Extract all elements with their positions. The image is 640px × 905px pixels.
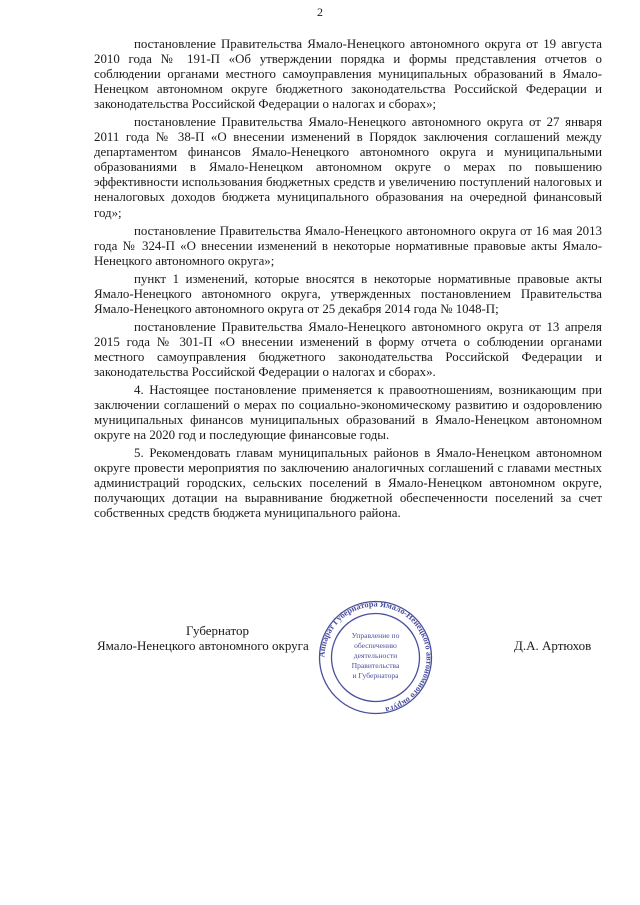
signature-block [0,600,640,720]
document-body [94,37,602,524]
paragraph-item-1048: пункт 1 изменений, которые вносятся в некоторые нормативные правовые акты Ямало-Ненецкого автономного округа, утвержденных постановлением Правительства Ямало-Ненецкого автономного округа от 25 декабря 2014 года № 1048-П; [94,271,602,316]
stamp-outer-text: Аппарат Губернатора Ямало-Ненецкого автономного округа [317,600,434,715]
stamp-line-4: Правительства [351,661,400,670]
stamp-line-2: обеспечению [354,641,397,650]
signatory-name: Д.А. Артюхов [514,638,592,653]
stamp-line-5: и Губернатора [352,671,399,680]
paragraph-resolution-324: постановление Правительства Ямало-Ненецкого автономного округа от 16 мая 2013 года № 324-П «О внесении изменений в некоторые нормативные правовые акты Ямало-Ненецкого автономного округа»; [94,223,602,268]
stamp-line-3: деятельности [353,651,398,660]
paragraph-resolution-38: постановление Правительства Ямало-Ненецкого автономного округа от 27 января 2011 года № 38-П «О внесении изменений в Порядок заключения соглашений между департаментом финансов Ямало-Ненецкого автономного округа и муниципальными образованиями в Ямало-Ненецком автономном округе о мерах по повышению эффективности использования бюджетных средств и увеличению поступлений налоговых и неналоговых доходов бюджета муниципального образования на очередной финансовый год»; [94,115,602,220]
paragraph-clause-4: 4. Настоящее постановление применяется к правоотношениям, возникающим при заключении соглашений о мерах по социально-экономическому развитию и оздоровлению муниципальных финансов муниципальных образований в Ямало-Ненецком автономном округе на 2020 год и последующие финансовые годы. [94,383,602,443]
paragraph-resolution-191: постановление Правительства Ямало-Ненецкого автономного округа от 19 августа 2010 года № 191-П «Об утверждении порядка и формы представления отчетов о соблюдении органами местного самоуправления муниципальных образований в Ямало-Ненецком автономном округе бюджетного законодательства Российской Федерации и законодательства Российской Федерации о налогах и сборах»; [94,37,602,112]
paragraph-clause-5: 5. Рекомендовать главам муниципальных районов в Ямало-Ненецком автономном округе провести мероприятия по заключению аналогичных соглашений с главами местных администраций городских, сельских поселений в Ямало-Ненецком автономном округе, получающих дотации на выравнивание бюджетной обеспеченности поселений за счет собственных средств бюджета муниципального района. [94,446,602,521]
paragraph-resolution-301: постановление Правительства Ямало-Ненецкого автономного округа от 13 апреля 2015 года № 301-П «О внесении изменений в форму отчета о соблюдении органами местного самоуправления бюджетного законодательства Российской Федерации и законодательства Российской Федерации о налогах и сборах». [94,319,602,379]
stamp-line-1: Управление по [351,631,400,640]
signatory-organization: Ямало-Ненецкого автономного округа [97,638,309,653]
page-number: 2 [317,5,323,19]
signatory-title: Губернатор [186,623,249,638]
official-stamp [308,600,443,715]
